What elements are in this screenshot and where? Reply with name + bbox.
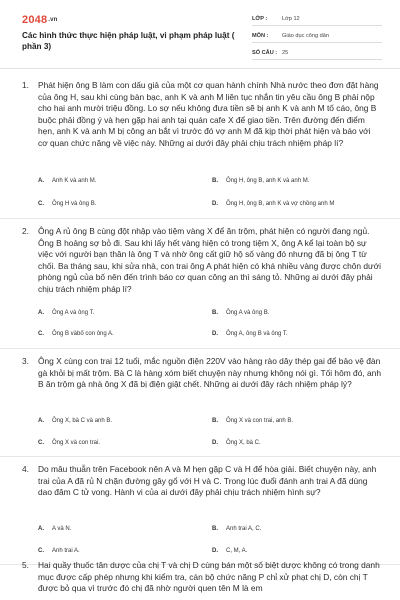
- option-text: Ông A, ông B và ông T.: [226, 331, 288, 337]
- option-letter: C.: [38, 548, 44, 554]
- option-letter: A.: [38, 418, 44, 424]
- page-header: [22, 12, 382, 64]
- option-d[interactable]: [212, 440, 261, 446]
- option-a[interactable]: [38, 310, 94, 316]
- header-divider: [0, 68, 400, 69]
- option-c[interactable]: [38, 548, 80, 554]
- option-text: Ông H và ông B.: [52, 201, 97, 207]
- question-divider: [0, 218, 400, 219]
- option-letter: A.: [38, 178, 44, 184]
- option-letter: B.: [212, 178, 218, 184]
- option-letter: A.: [38, 310, 44, 316]
- question-text: Hai quầy thuốc tân dược của chị T và chị D cùng bán một số biệt dược không có trong danh mục được cấp phép nhưng khi kiểm tra, cán bộ chức năng P chỉ xử phạt chị D, còn chị T được bỏ qua vì trước đó chị đã nhờ người quen tên M là em: [38, 560, 380, 594]
- option-letter: C.: [38, 201, 44, 207]
- meta-class-value: Lớp 12: [282, 15, 300, 22]
- page-title: Các hình thức thực hiện pháp luật, vi phạm pháp luật ( phần 3): [22, 31, 235, 51]
- option-d[interactable]: [212, 331, 288, 337]
- question-text: Ông A rủ ông B cùng đột nhập vào tiệm vàng X để ăn trộm, phát hiện có người đang ngủ. Ông B hoảng sợ bỏ đi. Sau khi lấy hết vàng hiện có trong tiệm X, ông A kể lại toàn bộ sự việc với người bạn thân là ông T và nhờ ông cất giữ hộ số vàng đó nhưng đã bị ông T từ chối. Ba tháng sau, khi sửa nhà, con trai ông A phát hiện có khá nhiều vàng được chôn dưới phòng ngủ của bố nên đến trình báo cơ quan công an thì sáng tỏ. Những ai dưới đây phải chịu trách nhiệm pháp lí?: [38, 226, 382, 294]
- option-a[interactable]: [38, 418, 112, 424]
- option-a[interactable]: [38, 178, 96, 184]
- question-text: Ông X cùng con trai 12 tuổi, mắc nguồn điện 220V vào hàng rào dây thép gai để bảo vệ đàn gà khỏi bị mất trộm. Bà C là hàng xóm biết chuyện này nhưng không nói gì. Tối hôm đó, anh B ăn trộm gà nhà ông X đã bị điện giật chết. Những ai dưới đây rách nhiệm pháp lý?: [38, 356, 381, 390]
- option-b[interactable]: [212, 178, 309, 184]
- option-b[interactable]: [212, 418, 293, 424]
- question-number: 2.: [22, 226, 29, 236]
- question-divider: [0, 456, 400, 457]
- option-letter: D.: [212, 548, 218, 554]
- option-text: Ông X và con trai, anh B.: [226, 418, 294, 424]
- meta-count-row: [252, 46, 382, 60]
- meta-subject-value: Giáo dục công dân: [282, 32, 329, 39]
- option-text: A và N.: [52, 526, 72, 532]
- option-text: C, M, A.: [226, 548, 248, 554]
- meta-subject-row: [252, 29, 382, 43]
- option-letter: C.: [38, 331, 44, 337]
- option-text: Ông X, bà C và anh B.: [52, 418, 113, 424]
- option-a[interactable]: [38, 526, 71, 532]
- option-letter: D.: [212, 440, 218, 446]
- option-text: Ông X, bà C.: [226, 440, 261, 446]
- option-letter: D.: [212, 331, 218, 337]
- option-letter: A.: [38, 526, 44, 532]
- option-text: Anh trai A.: [52, 548, 80, 554]
- option-letter: C.: [38, 440, 44, 446]
- option-letter: B.: [212, 526, 218, 532]
- option-d[interactable]: [212, 201, 334, 207]
- meta-class-row: [252, 12, 382, 26]
- option-text: Ông A và ông T.: [52, 310, 95, 316]
- meta-subject-label: MÔN :: [252, 32, 269, 39]
- quiz-meta: [252, 12, 382, 60]
- question-number: 5.: [22, 560, 29, 570]
- logo-suffix: .vn: [48, 17, 58, 24]
- option-text: Ông H, ông B, anh K và anh M.: [226, 178, 310, 184]
- site-logo[interactable]: [22, 14, 58, 26]
- logo-brand: 2048: [22, 14, 48, 26]
- option-d[interactable]: [212, 548, 247, 554]
- option-b[interactable]: [212, 310, 269, 316]
- option-text: Anh K và anh M.: [52, 178, 97, 184]
- option-letter: D.: [212, 201, 218, 207]
- option-c[interactable]: [38, 440, 100, 446]
- option-c[interactable]: [38, 201, 96, 207]
- meta-class-label: LỚP :: [252, 15, 268, 22]
- question-number: 3.: [22, 356, 29, 366]
- question-number: 1.: [22, 80, 29, 90]
- option-text: Ông B vàbố con ông A.: [52, 331, 114, 337]
- question-text: Do mâu thuẫn trên Facebook nên A và M hẹn gặp C và H để hòa giải. Biết chuyện này, anh trai của A đã rủ N chặn đường gây gổ với H và C. Trong lúc đuổi đánh anh trai A đã dùng dao đâm C tử vong. Hành vi của ai dưới đây phải chịu trách nhiệm hình sự?: [38, 464, 377, 498]
- option-letter: B.: [212, 310, 218, 316]
- option-text: Ông X và con trai.: [52, 440, 101, 446]
- question-divider: [0, 348, 400, 349]
- question-text: Phát hiện ông B làm con dấu giả của một cơ quan hành chính Nhà nước theo đơn đặt hàng của ông H, sau khi cùng bàn bạc, anh K và anh M liên tục nhắn tin yêu cầu ông B phải nộp cho hai anh mười triệu đồng. Lo sợ nếu không đưa tiền sẽ bị anh K và anh M tố cáo, ông B buộc phải đồng ý và hẹn gặp hai anh tại quán cafe X để giao tiền. Trên đường đến điểm hẹn, anh K và anh M bị công an bắt vì trước đó vợ anh M đã kịp thời phát hiện và báo với cơ quan chức năng về việc này. Những ai dưới đây phải chịu trách nhiệm pháp lí?: [38, 80, 379, 148]
- option-b[interactable]: [212, 526, 261, 532]
- option-text: Ông A và ông B.: [226, 310, 270, 316]
- question-number: 4.: [22, 464, 29, 474]
- option-text: Ông H, ông B, anh K và vợ chồng anh M: [226, 201, 335, 207]
- meta-count-label: SỐ CÂU :: [252, 49, 278, 56]
- option-text: Anh trai A, C.: [226, 526, 262, 532]
- meta-count-value: 25: [282, 49, 289, 56]
- option-c[interactable]: [38, 331, 114, 337]
- option-letter: B.: [212, 418, 218, 424]
